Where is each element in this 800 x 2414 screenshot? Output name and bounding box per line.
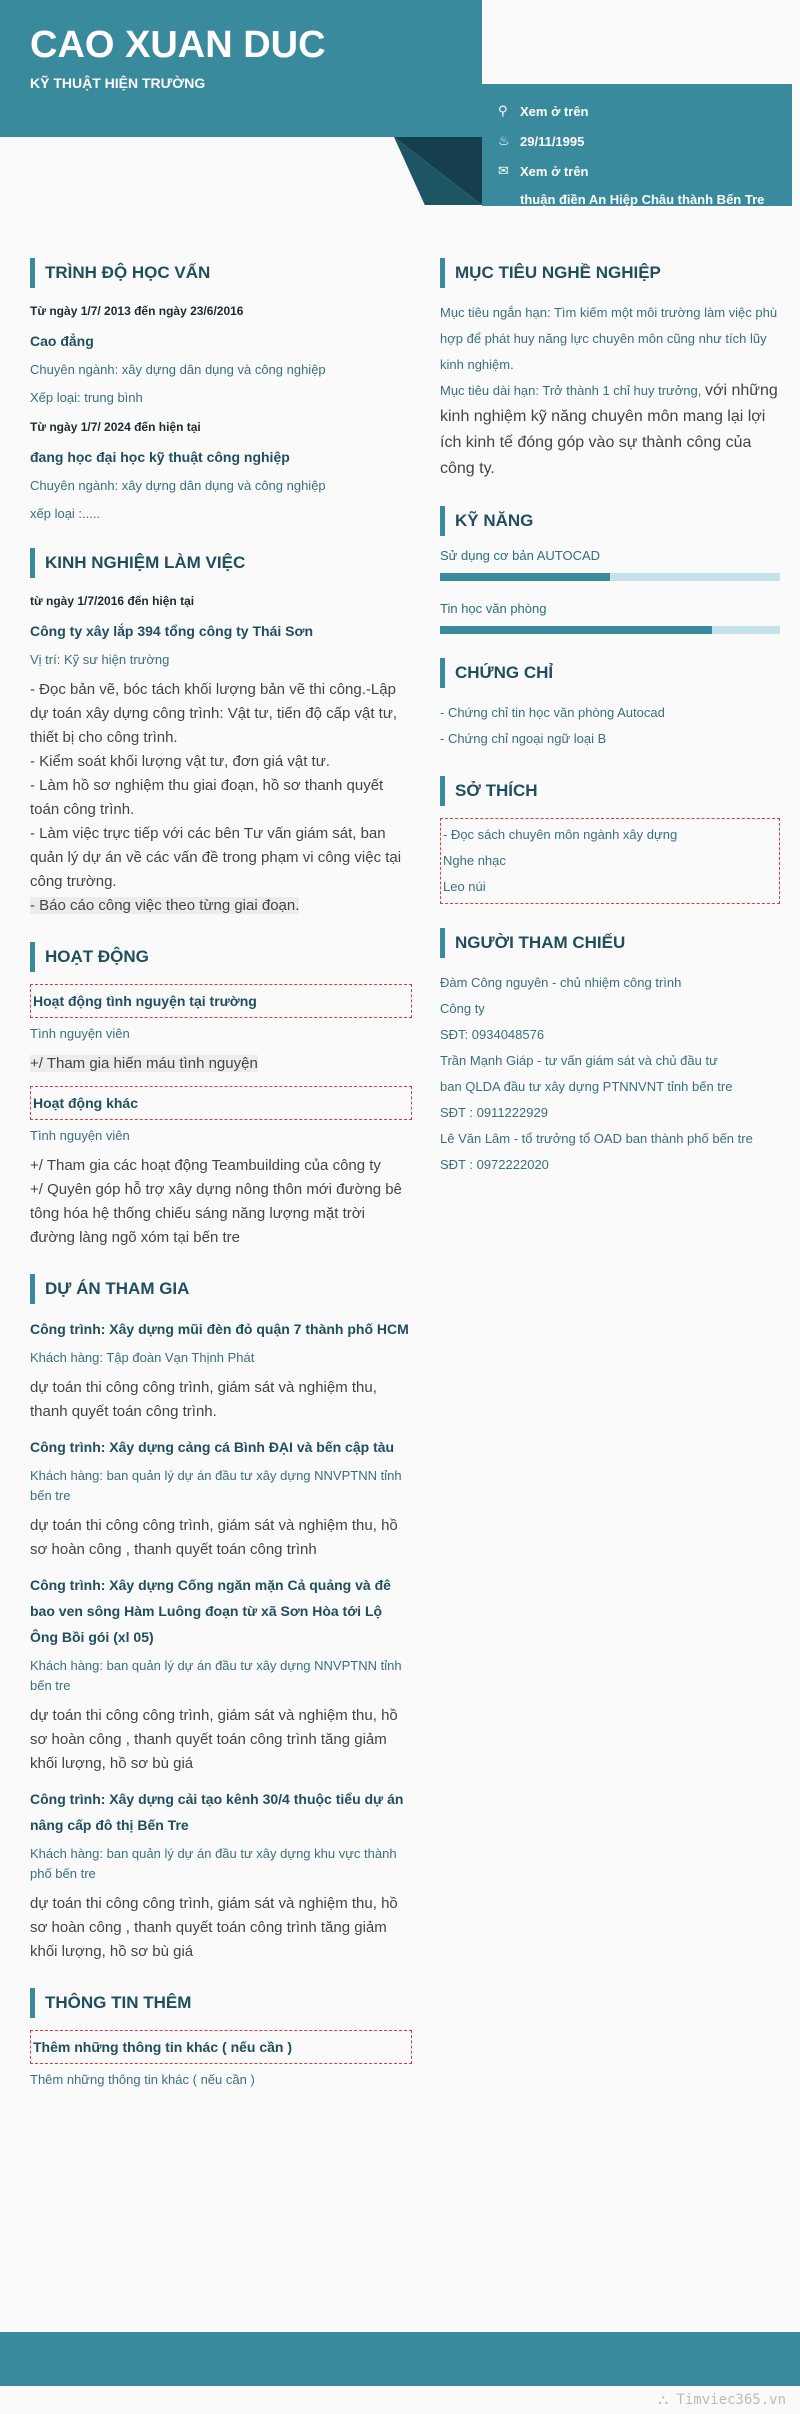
duty-line [30,894,412,918]
project-name: Công trình: Xây dựng mũi đèn đỏ quận 7 thành phố HCM [30,1321,409,1337]
education-item [30,416,412,524]
project-desc: dự toán thi công công trình, giám sát và nghiệm thu, hồ sơ hoàn công , thanh quyết toán công trình tăng giảm khối lượng, hồ sơ bù giá [30,1707,398,1772]
skill-bar-fill [440,626,712,634]
hobbies-list [440,818,780,904]
extra-info-text: Thêm những thông tin khác ( nếu cần ) [30,2072,255,2087]
education-rank: xếp loại :..... [30,506,101,521]
extra-info-title: THÔNG TIN THÊM [30,1988,412,2018]
objective-long [440,378,780,482]
objective-long-rest: với những kinh nghiệm kỹ năng chuyên môn mang lại lợi ích kinh tế đóng góp vào sự thành công của công ty. [440,382,778,477]
certificate-item: - Chứng chỉ tin học văn phòng Autocad [440,705,665,720]
project-desc: dự toán thi công công trình, giám sát và nghiệm thu, hồ sơ hoàn công , thanh quyết toán công trình [30,1517,398,1558]
activity-desc [30,1052,412,1076]
education-rank: Xếp loại: trung bình [30,390,143,405]
activity-desc-line: +/ Tham gia các hoạt động Teambuilding của công ty [30,1157,381,1174]
candidate-name: CAO XUAN DUC [30,24,326,66]
footer-bar [0,2332,800,2386]
project-client: Khách hàng: ban quản lý dự án đầu tư xây dựng NNVPTNN tỉnh bến tre [30,1468,402,1503]
project-item [30,1434,412,1562]
references-section [440,928,780,1178]
education-date: Từ ngày 1/7/ 2013 đến ngày 23/6/2016 [30,304,244,318]
projects-title: DỰ ÁN THAM GIA [30,1274,412,1304]
education-date: Từ ngày 1/7/ 2024 đến hiện tại [30,420,201,434]
contact-email-value: Xem ở trên [520,163,589,179]
contact-panel [482,84,792,206]
reference-line: ban QLDA đầu tư xây dựng PTNNVNT tỉnh bến tre [440,1079,733,1094]
contact-email [498,156,776,186]
education-major: Chuyên ngành: xây dựng dân dụng và công nghiệp [30,362,326,377]
education-major: Chuyên ngành: xây dựng dân dụng và công nghiệp [30,478,326,493]
activity-name: Hoạt động khác [30,1086,412,1120]
project-client: Khách hàng: ban quản lý dự án đầu tư xây dựng khu vực thành phố bến tre [30,1846,397,1881]
experience-date: từ ngày 1/7/2016 đến hiện tại [30,594,195,608]
hobbies-title: SỞ THÍCH [440,776,780,806]
candidate-role: KỸ THUẬT HIỆN TRƯỜNG [30,74,206,91]
birthday-cake-icon: ♨ [498,133,510,148]
experience-duties [30,678,412,918]
reference-line: Công ty [440,1001,485,1016]
project-name: Công trình: Xây dựng cải tạo kênh 30/4 thuộc tiểu dự án nâng cấp đô thị Bến Tre [30,1791,404,1833]
project-desc: dự toán thi công công trình, giám sát và nghiệm thu, thanh quyết toán công trình. [30,1379,377,1420]
activity-name: Hoạt động tình nguyện tại trường [30,984,412,1018]
hobby-item: Leo núi [443,879,486,894]
project-item [30,1316,412,1424]
contact-gender [498,96,776,126]
certificates-section [440,658,780,752]
activity-desc-line: +/ Tham gia hiến máu tình nguyện [30,1055,258,1072]
project-item [30,1786,412,1964]
projects-section [30,1274,412,1964]
activity-desc-line: +/ Quyên góp hỗ trợ xây dựng nông thôn mới đường bê tông hóa hệ thống chiếu sáng năng lượng mặt trời đường làng ngõ xóm tại bến tre [30,1181,402,1246]
contact-address: thuận điền An Hiệp Châu thành Bến Tre [520,192,765,206]
skills-title: KỸ NĂNG [440,506,780,536]
reference-line: Lê Văn Lâm - tổ trưởng tổ OAD ban thành phố bến tre [440,1131,753,1146]
extra-info-section [30,1988,412,2090]
duty-line: - Đọc bản vẽ, bóc tách khối lượng bản vẽ thi công.-Lập dự toán xây dựng công trình: Vật tư, tiến độ cấp vật tư, thiết bị cho công trình. [30,681,398,746]
duty-line: - Làm hồ sơ nghiệm thu giai đoạn, hồ sơ thanh quyết toán công trình. [30,777,384,818]
skill-name: Tin học văn phòng [440,601,547,616]
project-name: Công trình: Xây dựng Cống ngăn mặn Cả quảng và đê bao ven sông Hàm Luông đoạn từ xã Sơn Hòa tới Lộ Ông Bồi gói (xl 05) [30,1577,391,1645]
education-item [30,300,412,408]
envelope-icon: ✉ [498,163,509,178]
reference-line: SĐT : 0911222929 [440,1105,548,1120]
contact-dob-value: 29/11/1995 [520,133,585,149]
objective-long-prefix: Mục tiêu dài hạn: Trở thành 1 chỉ huy trưởng, [440,383,705,398]
education-school: Cao đẳng [30,333,94,349]
watermark: ⛬ Timviec365.vn [658,2392,786,2408]
project-desc: dự toán thi công công trình, giám sát và nghiệm thu, hồ sơ hoàn công , thanh quyết toán công trình tăng giảm khối lượng, hồ sơ bù giá [30,1895,398,1960]
experience-section [30,548,412,918]
skill-bar [440,573,780,581]
experience-company: Công ty xây lắp 394 tổng công ty Thái Sơn [30,623,313,639]
activities-section [30,942,412,1250]
objective-section [440,258,780,482]
gender-icon: ⚲ [498,103,508,118]
project-name: Công trình: Xây dựng cảng cá Bình ĐẠI và bến cập tàu [30,1439,395,1455]
project-item [30,1572,412,1776]
skill-name: Sử dụng cơ bản AUTOCAD [440,548,601,563]
activity-desc [30,1154,412,1250]
skill-bar [440,626,780,634]
activities-title: HOẠT ĐỘNG [30,942,412,972]
duty-line: - Kiểm soát khối lượng vật tư, đơn giá vật tư. [30,753,330,770]
activity-role: Tình nguyện viên [30,1026,130,1041]
skills-section [440,506,780,634]
project-client: Khách hàng: ban quản lý dự án đầu tư xây dựng NNVPTNN tỉnh bến tre [30,1658,402,1693]
reference-line: SĐT : 0972222020 [440,1157,549,1172]
education-school: đang học đại học kỹ thuật công nghiệp [30,449,290,465]
education-title: TRÌNH ĐỘ HỌC VẤN [30,258,412,288]
contact-dob [498,126,776,156]
references-title: NGƯỜI THAM CHIẾU [440,928,780,958]
skill-item [440,601,780,634]
reference-line: Đàm Công nguyên - chủ nhiệm công trình [440,975,682,990]
header-banner [0,0,482,137]
project-client: Khách hàng: Tập đoàn Vạn Thịnh Phát [30,1350,255,1365]
duty-line: - Làm việc trực tiếp với các bên Tư vấn giám sát, ban quản lý dự án về các vấn đề trong phạm vi công việc tại công trường. [30,825,402,890]
experience-title: KINH NGHIỆM LÀM VIỆC [30,548,412,578]
left-column [30,258,412,2114]
activity-role: Tình nguyện viên [30,1128,130,1143]
right-column [440,258,780,1202]
reference-line: SĐT: 0934048576 [440,1027,545,1042]
certificates-title: CHỨNG CHỈ [440,658,780,688]
education-section [30,258,412,524]
hobbies-section [440,776,780,904]
certificate-item: - Chứng chỉ ngoại ngữ loại B [440,731,607,746]
objective-short: Mục tiêu ngắn hạn: Tìm kiếm một môi trường làm việc phù hợp để phát huy năng lực chuyên môn cũng như tích lũy kinh nghiệm. [440,305,778,372]
objective-title: MỤC TIÊU NGHỀ NGHIỆP [440,258,780,288]
experience-position: Vị trí: Kỹ sư hiện trường [30,652,170,667]
contact-gender-value: Xem ở trên [520,103,589,119]
skill-bar-fill [440,573,610,581]
reference-line: Trần Mạnh Giáp - tư vấn giám sát và chủ đầu tư [440,1053,718,1068]
duty-line-text: - Báo cáo công việc theo từng giai đoạn. [30,897,300,914]
watermark-text: Timviec365.vn [676,2392,786,2408]
extra-info-heading: Thêm những thông tin khác ( nếu cần ) [30,2030,412,2064]
hobby-item: Nghe nhạc [443,853,506,868]
hobby-item: - Đọc sách chuyên môn ngành xây dựng [443,827,678,842]
skill-item [440,548,780,581]
